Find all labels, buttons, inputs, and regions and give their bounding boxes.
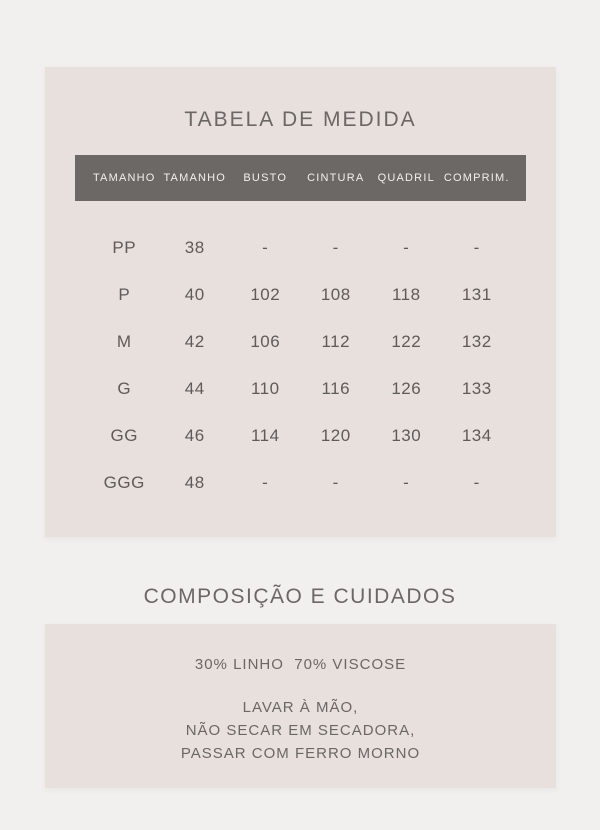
care-line: PASSAR COM FERRO MORNO xyxy=(180,745,421,762)
table-row xyxy=(75,459,526,506)
table-row xyxy=(75,365,526,412)
table-cell: 118 xyxy=(391,284,421,304)
care-line: NÃO SECAR EM SECADORA, xyxy=(185,722,416,739)
size-chart-title: TABELA DE MEDIDA xyxy=(184,108,417,131)
table-row xyxy=(75,318,526,365)
table-row xyxy=(75,412,526,459)
table-cell: 114 xyxy=(250,425,280,445)
table-cell: - xyxy=(262,472,269,492)
column-header: TAMANHO xyxy=(92,172,156,184)
table-cell: M xyxy=(116,331,132,351)
table-cell: 108 xyxy=(320,284,351,304)
column-header: COMPRIM. xyxy=(443,172,510,184)
column-header: BUSTO xyxy=(243,172,288,184)
table-cell: 44 xyxy=(184,378,205,398)
care-panel xyxy=(45,624,556,788)
table-cell: 132 xyxy=(461,331,492,351)
table-row xyxy=(75,271,526,318)
table-cell: 38 xyxy=(184,237,205,257)
size-chart-panel xyxy=(45,67,556,537)
table-cell: - xyxy=(473,472,480,492)
table-row xyxy=(75,224,526,271)
table-cell: 122 xyxy=(391,331,422,351)
care-line: LAVAR À MÃO, xyxy=(242,699,359,716)
table-cell: G xyxy=(117,378,132,398)
table-cell: 133 xyxy=(461,378,492,398)
table-cell: PP xyxy=(112,237,137,257)
table-cell: 102 xyxy=(250,284,281,304)
table-cell: - xyxy=(403,237,410,257)
table-cell: 120 xyxy=(320,425,351,445)
column-header: TAMANHO xyxy=(163,172,227,184)
table-cell: - xyxy=(473,237,480,257)
table-cell: 42 xyxy=(184,331,205,351)
table-cell: - xyxy=(332,237,339,257)
table-cell: GGG xyxy=(103,472,145,492)
table-cell: 106 xyxy=(250,331,281,351)
table-cell: 40 xyxy=(184,284,205,304)
table-cell: 112 xyxy=(321,331,351,351)
table-cell: - xyxy=(403,472,410,492)
table-header-row xyxy=(75,155,526,201)
composition-text: 30% LINHO 70% VISCOSE xyxy=(194,656,407,673)
table-body xyxy=(75,201,526,506)
table-cell: P xyxy=(118,284,131,304)
table-cell: 134 xyxy=(461,425,492,445)
table-cell: - xyxy=(332,472,339,492)
column-header: QUADRIL xyxy=(377,172,435,184)
table-cell: 110 xyxy=(250,378,280,398)
care-section-title: COMPOSIÇÃO E CUIDADOS xyxy=(143,585,457,608)
table-cell: 130 xyxy=(391,425,422,445)
table-cell: 131 xyxy=(461,284,492,304)
table-cell: GG xyxy=(110,425,138,445)
table-cell: 46 xyxy=(184,425,205,445)
care-instructions xyxy=(45,696,556,765)
table-cell: 126 xyxy=(391,378,422,398)
table-cell: - xyxy=(262,237,269,257)
column-header: CINTURA xyxy=(307,172,365,184)
table-cell: 116 xyxy=(321,378,351,398)
table-cell: 48 xyxy=(184,472,205,492)
